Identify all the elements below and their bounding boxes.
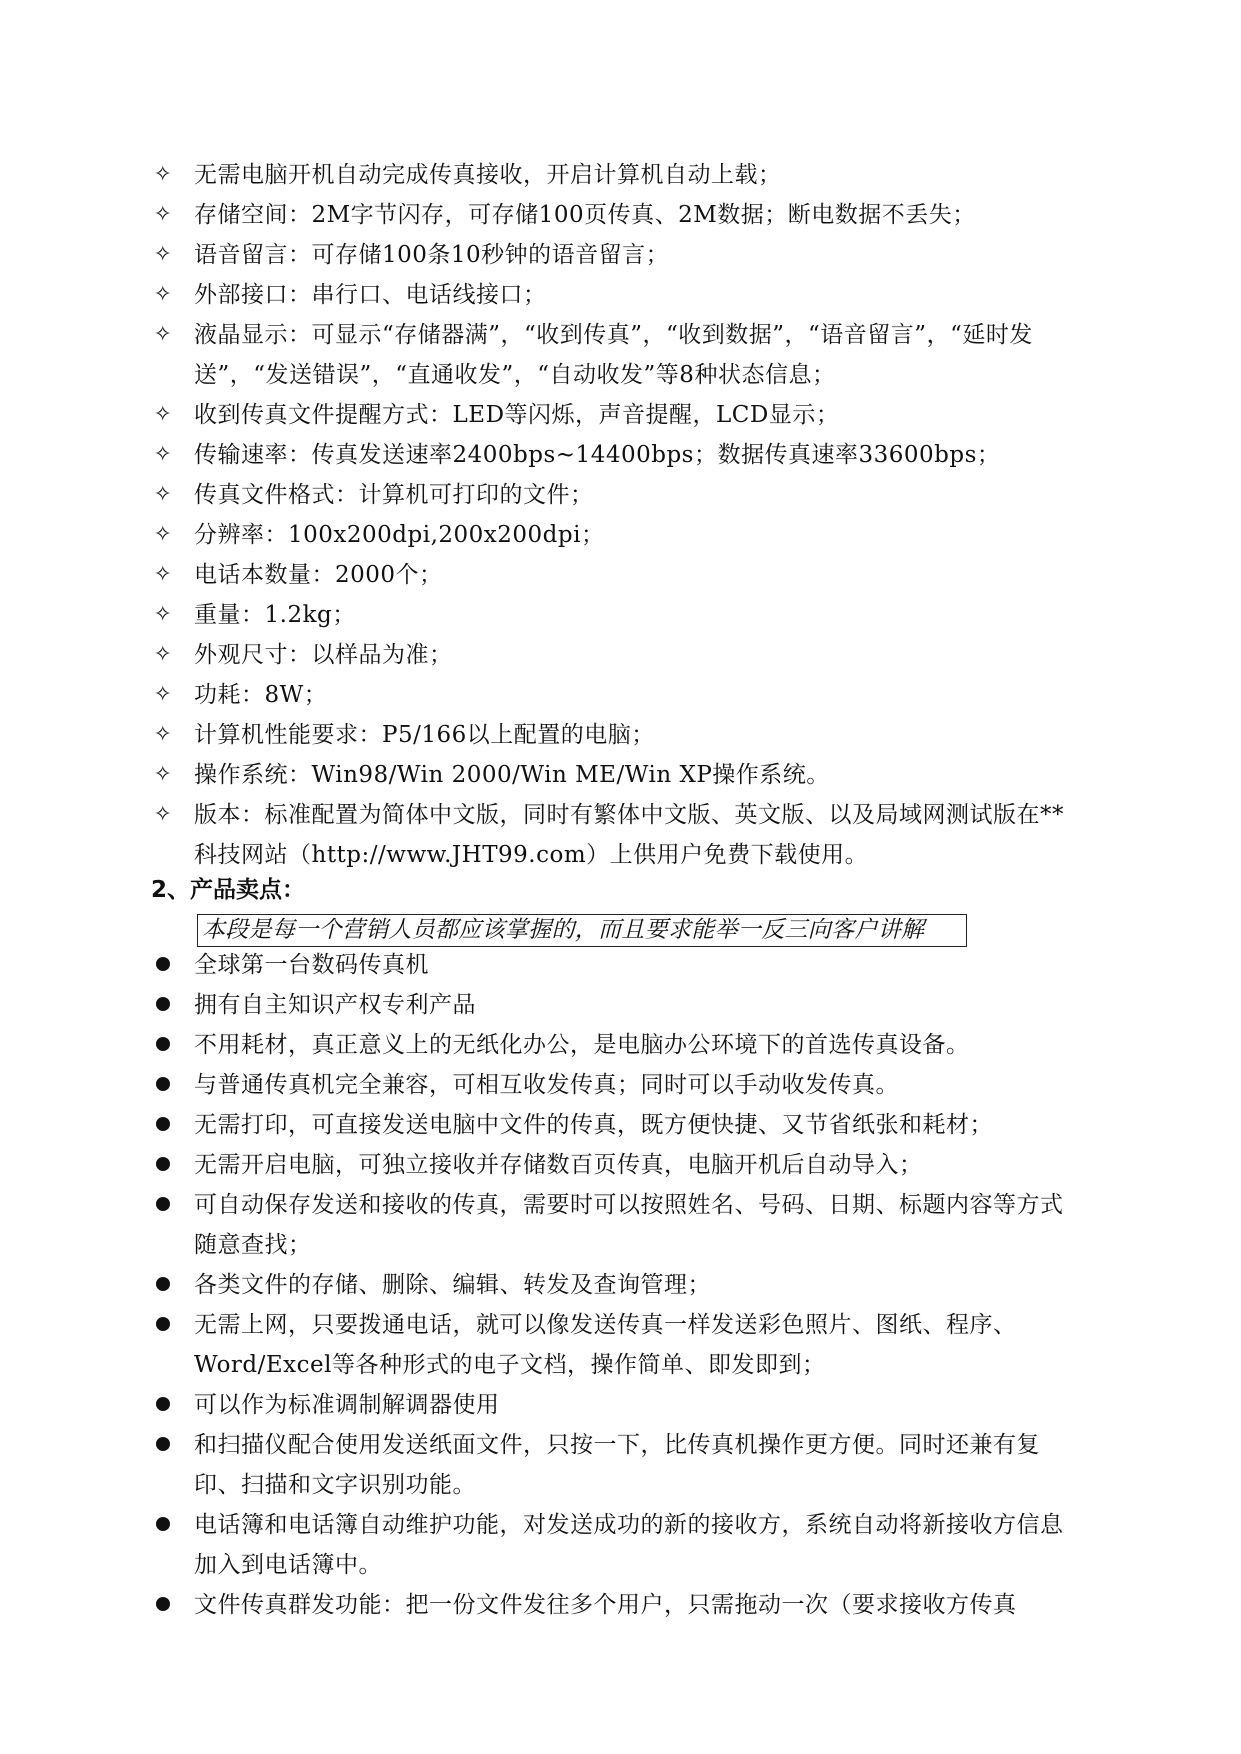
note-box: 本段是每一个营销人员都应该掌握的，而且要求能举一反三向客户讲解: [197, 914, 967, 947]
selling-point-item: [0, 1265, 1074, 1305]
dot-bullet-icon: [151, 1305, 175, 1345]
diamond-bullet-icon: ✧: [153, 242, 173, 267]
spec-text: 传真文件格式：计算机可打印的文件；: [194, 482, 594, 508]
spec-item: [0, 235, 1074, 275]
diamond-bullet-icon: ✧: [153, 202, 173, 227]
spec-item: [0, 715, 1074, 755]
selling-point-text: 全球第一台数码传真机: [194, 952, 429, 978]
dot-bullet-icon: [151, 1505, 175, 1545]
selling-point-item: [0, 1305, 1074, 1385]
spec-item: [0, 795, 1074, 875]
spec-text: 分辨率：100x200dpi,200x200dpi；: [194, 522, 605, 548]
selling-point-text: 不用耗材，真正意义上的无纸化办公，是电脑办公环境下的首选传真设备。: [194, 1032, 970, 1058]
selling-point-item: [0, 1065, 1074, 1105]
spec-text: 操作系统：Win98/Win 2000/Win ME/Win XP操作系统。: [194, 762, 830, 788]
selling-point-text: 无需上网，只要拨通电话，就可以像发送传真一样发送彩色照片、图纸、程序、Word/Excel等各种形式的电子文档，操作简单、即发即到；: [194, 1312, 1017, 1378]
selling-point-item: [0, 1585, 1074, 1625]
selling-point-text: 文件传真群发功能：把一份文件发往多个用户，只需拖动一次（要求接收方传真: [194, 1592, 1017, 1618]
spec-item: [0, 555, 1074, 595]
spec-text: 外观尺寸：以样品为准；: [194, 642, 453, 668]
diamond-bullet-icon: ✧: [153, 282, 173, 307]
diamond-bullet-icon: ✧: [153, 402, 173, 427]
spec-text: 电话本数量：2000个；: [194, 562, 443, 588]
spec-item: [0, 595, 1074, 635]
spec-text: 计算机性能要求：P5/166以上配置的电脑；: [194, 722, 655, 748]
dot-bullet-icon: [151, 1105, 175, 1145]
selling-point-text: 电话簿和电话簿自动维护功能，对发送成功的新的接收方，系统自动将新接收方信息加入到电话簿中。: [194, 1512, 1064, 1578]
diamond-bullet-icon: ✧: [153, 442, 173, 467]
spec-item: [0, 755, 1074, 795]
dot-bullet-icon: [151, 1385, 175, 1425]
spec-item: [0, 475, 1074, 515]
diamond-bullet-icon: ✧: [153, 602, 173, 627]
spec-text: 收到传真文件提醒方式：LED等闪烁，声音提醒，LCD显示；: [194, 402, 840, 428]
spec-text: 存储空间：2M字节闪存，可存储100页传真、2M数据；断电数据不丢失；: [194, 202, 976, 228]
dot-bullet-icon: [151, 1425, 175, 1465]
spec-text: 语音留言：可存储100条10秒钟的语音留言；: [194, 242, 670, 268]
spec-item: [0, 435, 1074, 475]
diamond-bullet-icon: ✧: [153, 482, 173, 507]
spec-text: 外部接口：串行口、电话线接口；: [194, 282, 547, 308]
spec-list: [0, 155, 1241, 875]
spec-text: 液晶显示：可显示“存储器满”，“收到传真”，“收到数据”，“语音留言”，“延时发送”，“发送错误”，“直通收发”，“自动收发”等8种状态信息；: [194, 322, 1033, 388]
diamond-bullet-icon: ✧: [153, 802, 173, 827]
selling-point-item: [0, 1025, 1074, 1065]
diamond-bullet-icon: ✧: [153, 722, 173, 747]
dot-bullet-icon: [151, 1025, 175, 1065]
selling-point-item: [0, 1425, 1074, 1505]
spec-text: 传输速率：传真发送速率2400bps~14400bps；数据传真速率33600bps；: [194, 442, 1001, 468]
selling-point-item: [0, 1185, 1074, 1265]
dot-bullet-icon: [151, 1065, 175, 1105]
selling-point-text: 和扫描仪配合使用发送纸面文件，只按一下，比传真机操作更方便。同时还兼有复印、扫描和文字识别功能。: [194, 1432, 1040, 1498]
dot-bullet-icon: [151, 1185, 175, 1225]
selling-point-text: 与普通传真机完全兼容，可相互收发传真；同时可以手动收发传真。: [194, 1072, 899, 1098]
selling-point-item: [0, 1145, 1074, 1185]
spec-text: 重量：1.2kg；: [194, 602, 356, 628]
selling-points-list: [0, 945, 1241, 1625]
section-heading: 2、产品卖点：: [151, 877, 306, 903]
diamond-bullet-icon: ✧: [153, 322, 173, 347]
diamond-bullet-icon: ✧: [153, 762, 173, 787]
selling-point-item: [0, 1105, 1074, 1145]
selling-point-text: 可以作为标准调制解调器使用: [194, 1392, 500, 1418]
selling-point-text: 各类文件的存储、删除、编辑、转发及查询管理；: [194, 1272, 711, 1298]
spec-item: [0, 395, 1074, 435]
dot-bullet-icon: [151, 945, 175, 985]
diamond-bullet-icon: ✧: [153, 562, 173, 587]
diamond-bullet-icon: ✧: [153, 522, 173, 547]
selling-point-item: [0, 1505, 1074, 1585]
spec-item: [0, 635, 1074, 675]
diamond-bullet-icon: ✧: [153, 682, 173, 707]
spec-item: [0, 155, 1074, 195]
spec-text: 无需电脑开机自动完成传真接收，开启计算机自动上载；: [194, 162, 782, 188]
diamond-bullet-icon: ✧: [153, 162, 173, 187]
spec-item: [0, 515, 1074, 555]
spec-item: [0, 315, 1074, 395]
dot-bullet-icon: [151, 1585, 175, 1625]
spec-text: 版本：标准配置为简体中文版，同时有繁体中文版、英文版、以及局域网测试版在**科技网站（http://www.JHT99.com）上供用户免费下载使用。: [194, 802, 1064, 868]
dot-bullet-icon: [151, 1145, 175, 1185]
selling-point-item: [0, 985, 1074, 1025]
diamond-bullet-icon: ✧: [153, 642, 173, 667]
spec-item: [0, 275, 1074, 315]
selling-point-text: 无需开启电脑，可独立接收并存储数百页传真，电脑开机后自动导入；: [194, 1152, 923, 1178]
spec-item: [0, 195, 1074, 235]
spec-text: 功耗：8W；: [194, 682, 328, 708]
selling-point-text: 可自动保存发送和接收的传真，需要时可以按照姓名、号码、日期、标题内容等方式随意查找；: [194, 1192, 1064, 1258]
dot-bullet-icon: [151, 985, 175, 1025]
selling-point-text: 拥有自主知识产权专利产品: [194, 992, 476, 1018]
selling-point-item: [0, 1385, 1074, 1425]
selling-point-item: [0, 945, 1074, 985]
selling-point-text: 无需打印，可直接发送电脑中文件的传真，既方便快捷、又节省纸张和耗材；: [194, 1112, 993, 1138]
spec-item: [0, 675, 1074, 715]
dot-bullet-icon: [151, 1265, 175, 1305]
